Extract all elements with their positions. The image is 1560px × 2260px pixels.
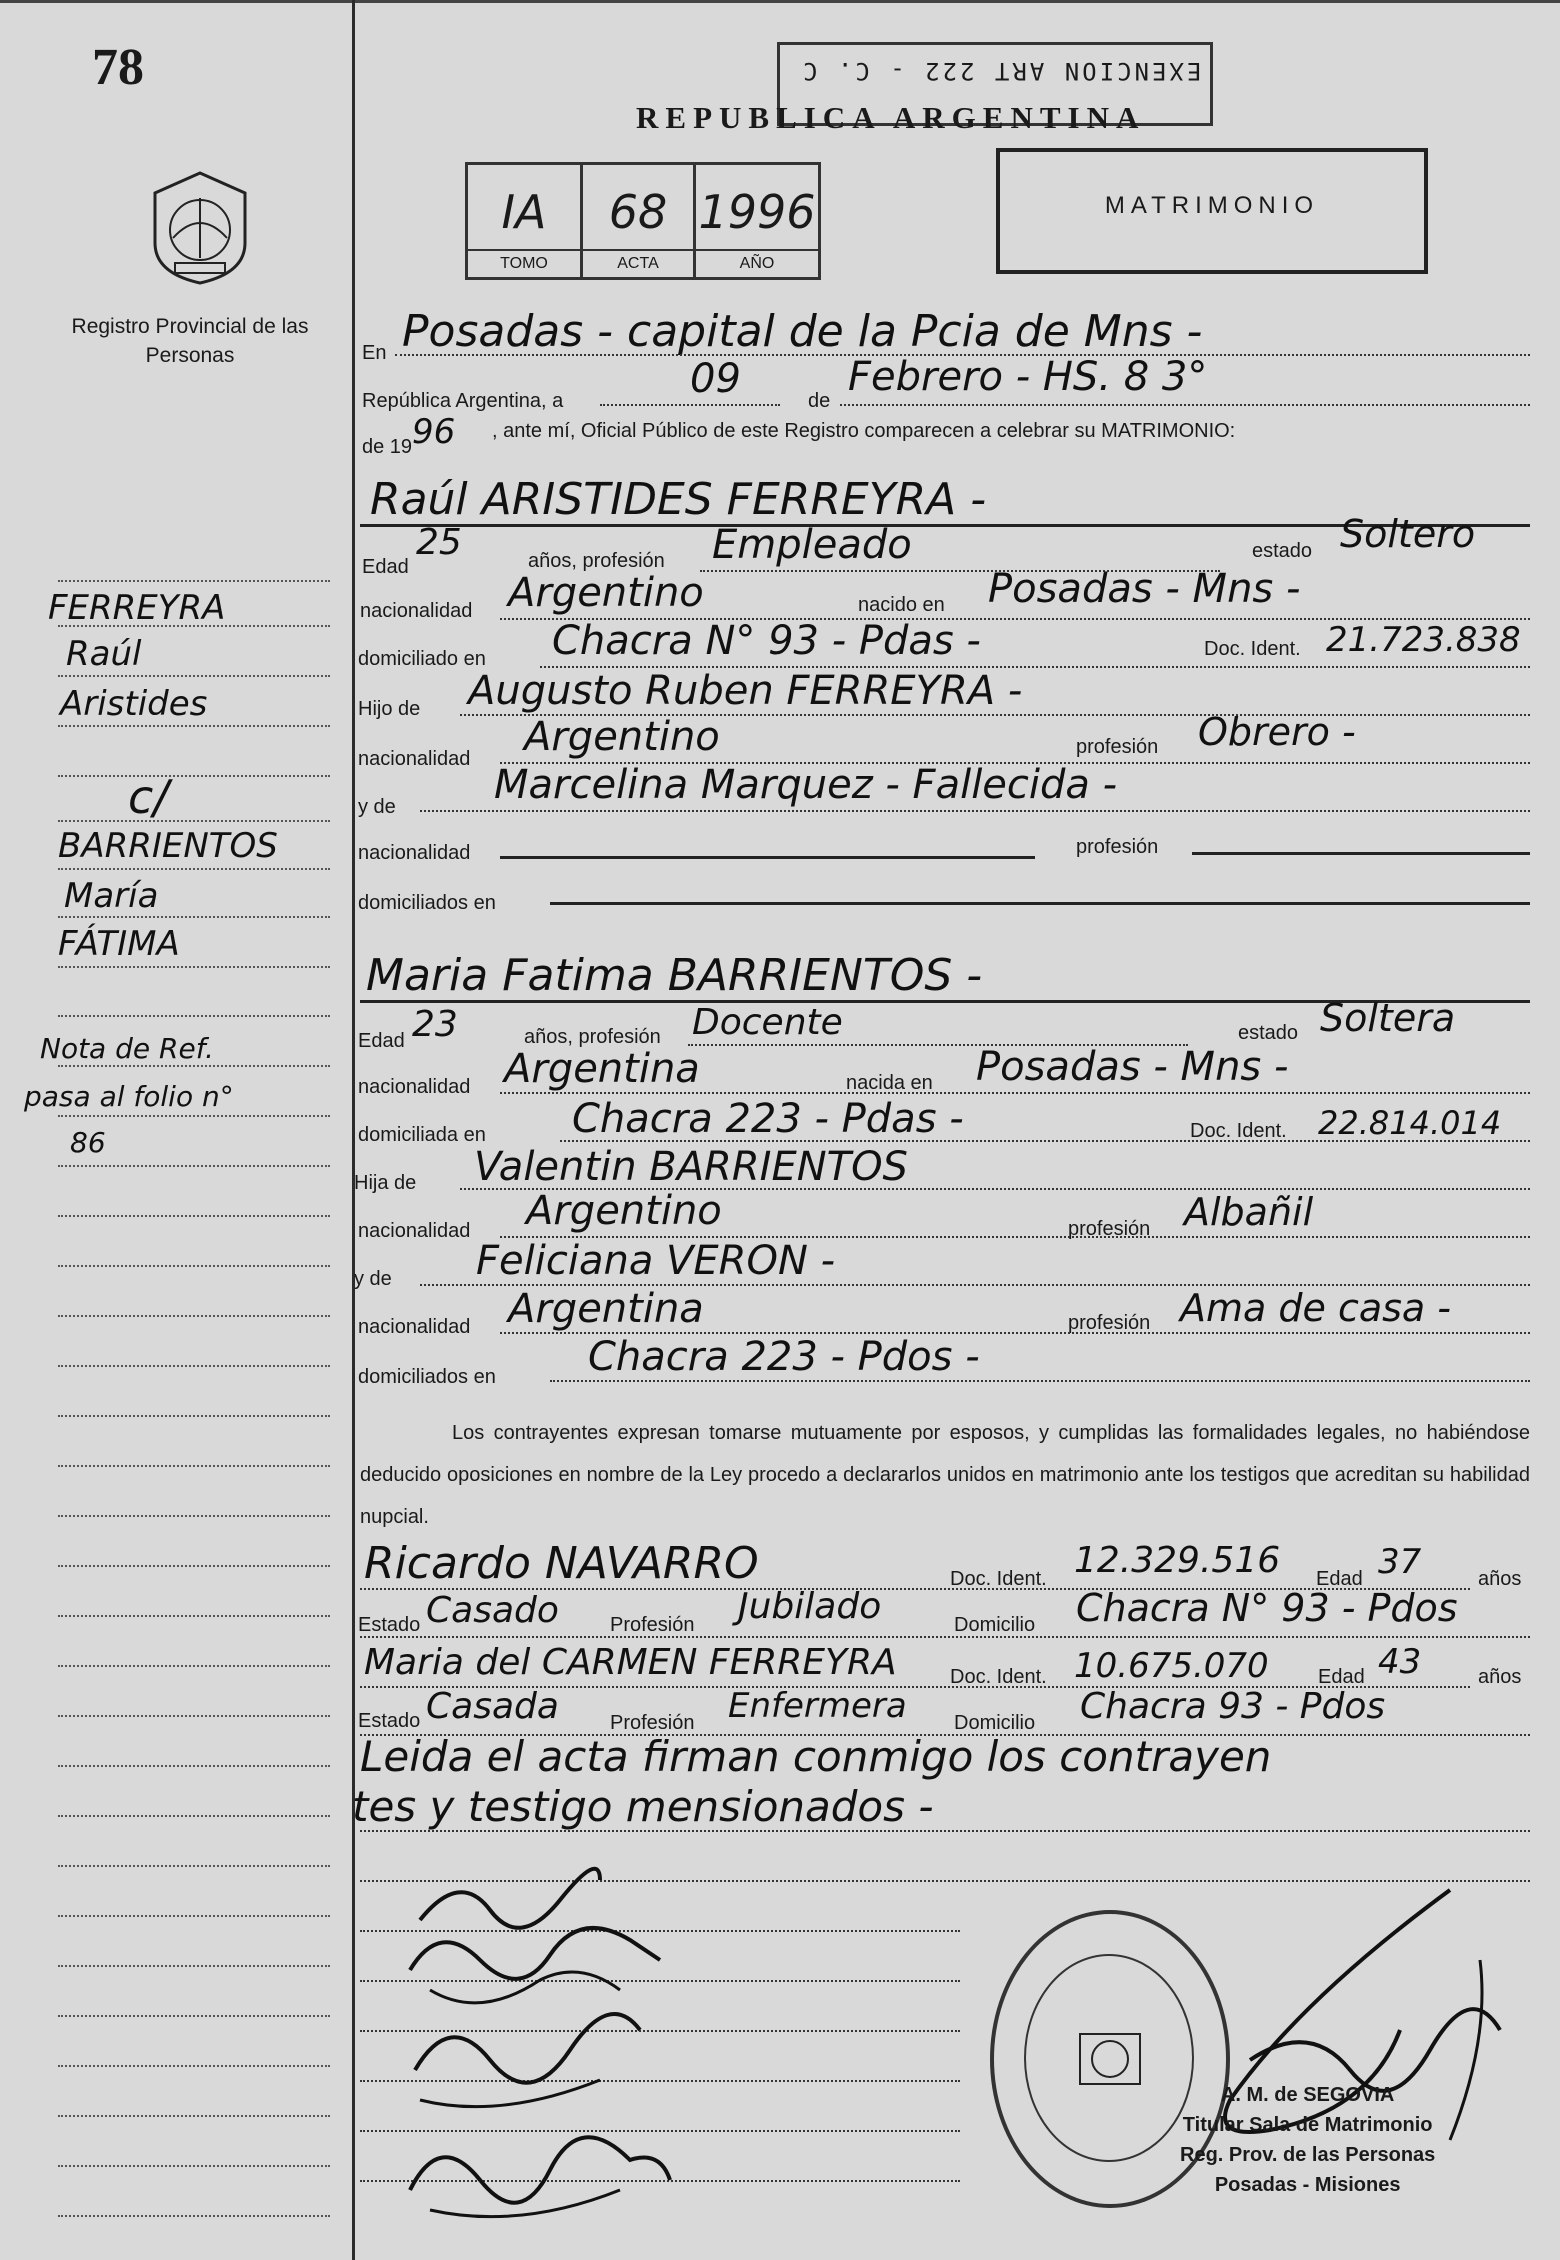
bride-nacionalidad: Argentina bbox=[504, 1046, 700, 1092]
groom-y-de-label: y de bbox=[358, 796, 396, 818]
signatures-image bbox=[400, 1860, 700, 2240]
bride-estado: Soltera bbox=[1320, 996, 1456, 1040]
official-name: A. M. de SEGOVIA bbox=[1220, 2084, 1395, 2106]
witness1-estado-label: Estado bbox=[358, 1614, 421, 1636]
year-prefix: de 19 bbox=[362, 436, 413, 458]
republic-title: REPUBLICA ARGENTINA bbox=[636, 100, 1146, 135]
groom-domiciliado-label: domiciliado en bbox=[358, 648, 486, 670]
margin-middlename: Aristides bbox=[60, 684, 208, 724]
witness2-edad-label: Edad bbox=[1318, 1666, 1365, 1688]
day-value: 09 bbox=[690, 356, 741, 402]
margin-note-line3: 86 bbox=[70, 1126, 106, 1159]
groom-profesion-label: años, profesión bbox=[528, 550, 665, 572]
bride-madre-nac-label: nacionalidad bbox=[358, 1316, 471, 1338]
bride-profesion: Docente bbox=[692, 1002, 843, 1043]
bride-nac-label: nacionalidad bbox=[358, 1076, 471, 1098]
place-value: Posadas - capital de la Pcia de Mns - bbox=[402, 306, 1203, 357]
bride-padre-nac: Argentino bbox=[526, 1188, 722, 1234]
groom-nacido-label: nacido en bbox=[858, 594, 945, 616]
margin-surname: FERREYRA bbox=[48, 588, 226, 628]
groom-padre: Augusto Ruben FERREYRA - bbox=[468, 668, 1023, 714]
record-type-box bbox=[996, 148, 1428, 274]
bride-domiciliados-label: domiciliados en bbox=[358, 1366, 496, 1388]
witness2-profesion-label: Profesión bbox=[610, 1712, 695, 1734]
groom-nacido: Posadas - Mns - bbox=[988, 566, 1301, 612]
tomo-cell bbox=[468, 165, 583, 277]
groom-padre-prof-label: profesión bbox=[1076, 736, 1159, 758]
witness1-edad-label: Edad bbox=[1316, 1568, 1363, 1590]
bride-estado-label: estado bbox=[1238, 1022, 1299, 1044]
witness2-anos-label: años bbox=[1478, 1666, 1522, 1688]
margin-connector: c/ bbox=[128, 770, 169, 824]
witness2-doc: 10.675.070 bbox=[1074, 1646, 1269, 1686]
tomo-value: IA bbox=[501, 185, 547, 239]
witness1-domicilio: Chacra N° 93 - Pdos bbox=[1076, 1586, 1458, 1630]
groom-hijo-label: Hijo de bbox=[358, 698, 421, 720]
groom-edad-label: Edad bbox=[362, 556, 409, 578]
official-office: Reg. Prov. de las Personas bbox=[1180, 2144, 1436, 2166]
bride-edad-label: Edad bbox=[358, 1030, 405, 1052]
groom-padre-prof: Obrero - bbox=[1198, 710, 1356, 754]
witness1-profesion: Jubilado bbox=[738, 1586, 882, 1627]
folio-number: 78 bbox=[92, 39, 144, 96]
bride-name: Maria Fatima BARRIENTOS - bbox=[366, 950, 983, 1001]
margin-column bbox=[0, 0, 352, 2260]
ano-value: 1996 bbox=[698, 185, 816, 239]
bride-padre-prof-label: profesión bbox=[1068, 1218, 1151, 1240]
bride-nacida: Posadas - Mns - bbox=[976, 1044, 1289, 1090]
bride-doc-label: Doc. Ident. bbox=[1190, 1120, 1287, 1142]
bride-madre-nac: Argentina bbox=[508, 1286, 704, 1332]
groom-nac-label: nacionalidad bbox=[360, 600, 473, 622]
record-type: MATRIMONIO bbox=[1104, 192, 1320, 219]
groom-estado-label: estado bbox=[1252, 540, 1313, 562]
groom-madre-nac-label: nacionalidad bbox=[358, 842, 471, 864]
bride-padre-nac-label: nacionalidad bbox=[358, 1220, 471, 1242]
header-intro: , ante mí, Oficial Público de este Registro comparecen a celebrar su MATRIMONIO: bbox=[492, 420, 1236, 442]
groom-edad: 25 bbox=[416, 522, 462, 563]
groom-padre-nac: Argentino bbox=[524, 714, 720, 760]
bride-profesion-label: años, profesión bbox=[524, 1026, 661, 1048]
witness1-estado: Casado bbox=[426, 1590, 559, 1631]
provincial-seal-icon bbox=[145, 168, 255, 288]
witness2-name: Maria del CARMEN FERREYRA bbox=[364, 1642, 897, 1683]
groom-estado: Soltero bbox=[1340, 512, 1476, 556]
ano-cell bbox=[696, 165, 818, 277]
record-number-box bbox=[465, 162, 821, 280]
groom-doc: 21.723.838 bbox=[1326, 620, 1521, 660]
declaration-text: Los contrayentes expresan tomarse mutuamente por esposos, y cumplidas las formalidades legales, no habiéndose deducido oposiciones en nombre de la Ley procedo a declararlos unidos en matrimonio ante los testigos que acreditan su habilidad nupcial. bbox=[360, 1422, 1530, 1528]
bride-y-de-label: y de bbox=[354, 1268, 392, 1290]
bride-madre-prof-label: profesión bbox=[1068, 1312, 1151, 1334]
margin-note-line2: pasa al folio n° bbox=[24, 1080, 234, 1113]
en-label: En bbox=[362, 342, 387, 364]
groom-padre-nac-label: nacionalidad bbox=[358, 748, 471, 770]
witness1-domicilio-label: Domicilio bbox=[954, 1614, 1036, 1636]
margin-firstname: Raúl bbox=[66, 634, 142, 674]
bride-domiciliada-label: domiciliada en bbox=[358, 1124, 486, 1146]
bride-doc: 22.814.014 bbox=[1318, 1104, 1502, 1142]
bride-madre: Feliciana VERON - bbox=[476, 1238, 836, 1284]
bride-padre-prof: Albañil bbox=[1184, 1190, 1314, 1234]
de-label: de bbox=[808, 390, 831, 412]
bride-padres-domicilio: Chacra 223 - Pdos - bbox=[588, 1334, 980, 1380]
groom-nacionalidad: Argentino bbox=[508, 570, 704, 616]
witness1-name: Ricardo NAVARRO bbox=[364, 1538, 759, 1589]
year-suffix: 96 bbox=[412, 412, 456, 452]
margin-bride-surname: BARRIENTOS bbox=[58, 826, 278, 866]
witness2-profesion: Enfermera bbox=[728, 1686, 907, 1726]
witness2-estado: Casada bbox=[426, 1686, 559, 1727]
bride-hija-label: Hija de bbox=[354, 1172, 417, 1194]
groom-profesion: Empleado bbox=[712, 522, 912, 568]
witness1-doc-label: Doc. Ident. bbox=[950, 1568, 1047, 1590]
witness2-domicilio: Chacra 93 - Pdos bbox=[1080, 1686, 1386, 1727]
witness2-estado-label: Estado bbox=[358, 1710, 421, 1732]
groom-madre: Marcelina Marquez - Fallecida - bbox=[494, 762, 1118, 808]
bride-nacida-label: nacida en bbox=[846, 1072, 933, 1094]
ano-label: AÑO bbox=[696, 249, 818, 277]
groom-domiciliados-label: domiciliados en bbox=[358, 892, 496, 914]
republica-label: República Argentina, a bbox=[362, 390, 564, 412]
groom-doc-label: Doc. Ident. bbox=[1204, 638, 1301, 660]
closing-line2: tes y testigo mensionados - bbox=[352, 1782, 934, 1831]
bride-madre-prof: Ama de casa - bbox=[1180, 1286, 1452, 1330]
column-divider bbox=[352, 0, 355, 2260]
groom-name: Raúl ARISTIDES FERREYRA - bbox=[370, 474, 987, 525]
witness2-edad: 43 bbox=[1378, 1642, 1422, 1682]
month-time-value: Febrero - HS. 8 3° bbox=[848, 354, 1208, 400]
bride-domicilio: Chacra 223 - Pdas - bbox=[572, 1096, 964, 1142]
witness1-anos-label: años bbox=[1478, 1568, 1522, 1590]
exemption-stamp-text: EXENCION ART 222 - C. C bbox=[800, 57, 1202, 85]
closing-line1: Leida el acta firman conmigo los contrayen bbox=[360, 1732, 1272, 1781]
witness1-profesion-label: Profesión bbox=[610, 1614, 695, 1636]
registry-name: Registro Provincial de las Personas bbox=[71, 315, 309, 367]
witness2-doc-label: Doc. Ident. bbox=[950, 1666, 1047, 1688]
margin-bride-firstname: María bbox=[64, 876, 159, 916]
bride-padre: Valentin BARRIENTOS bbox=[474, 1144, 908, 1190]
witness1-edad: 37 bbox=[1378, 1542, 1422, 1582]
official-title: Titular Sala de Matrimonio bbox=[1182, 2114, 1433, 2136]
witness1-doc: 12.329.516 bbox=[1074, 1540, 1281, 1581]
tomo-label: TOMO bbox=[468, 249, 580, 277]
groom-domicilio: Chacra N° 93 - Pdas - bbox=[552, 618, 981, 664]
official-block bbox=[1180, 2080, 1435, 2200]
groom-madre-prof-label: profesión bbox=[1076, 836, 1159, 858]
acta-value: 68 bbox=[608, 185, 668, 239]
official-location: Posadas - Misiones bbox=[1214, 2174, 1401, 2196]
bride-edad: 23 bbox=[412, 1004, 458, 1045]
margin-note-line1: Nota de Ref. bbox=[40, 1032, 214, 1065]
acta-label: ACTA bbox=[583, 249, 693, 277]
margin-bride-middlename: FÁTIMA bbox=[58, 924, 180, 964]
acta-cell bbox=[583, 165, 696, 277]
witness2-domicilio-label: Domicilio bbox=[954, 1712, 1036, 1734]
